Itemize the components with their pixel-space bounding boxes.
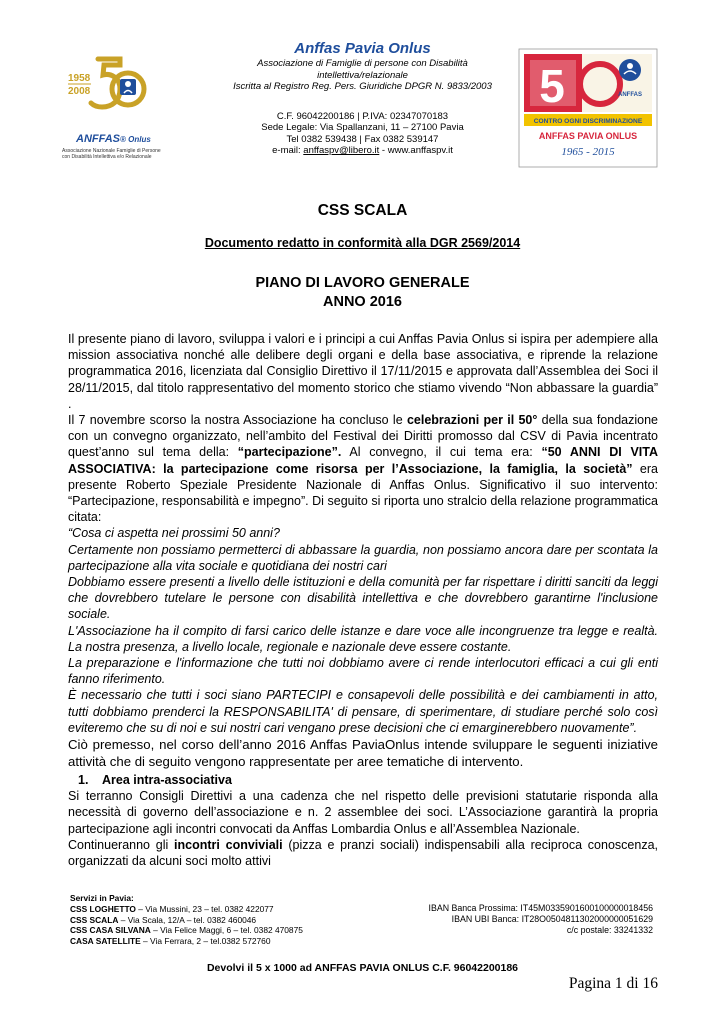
badge-org-name: ANFFAS PAVIA ONLUS: [538, 131, 638, 141]
paragraph-celebrations: Il 7 novembre scorso la nostra Associazione ha concluso le celebrazioni per il 50° della sua fondazione con un convegno organizzato, nell’ambito del Festival dei Diritti promosso dal CSV di Pavia incentrato quest’anno sul tema della: “partecipazione”. Al convegno, il cui tema era: “50 ANNI DI VITA ASSOCIATIVA: la partecipazione come risorsa per l’Associazione, la famiglia, la società” era presente Roberto Speziale Presidente Nazionale di Anffas Onlus. Significativo il suo intervento: “Partecipazione, responsabilità e impegno”. Di seguito si riporta uno stralcio della relazione programmatica citata:: [68, 413, 659, 525]
service-item: CASA SATELLITE – Via Ferrara, 2 – tel.0382 572760: [70, 936, 271, 947]
section-heading-1: [68, 772, 658, 788]
service-item: CSS LOGHETTO – Via Mussini, 23 – tel. 0382 422077: [70, 903, 274, 914]
svg-text:5: 5: [539, 60, 565, 112]
iban-ubi: IBAN UBI Banca: IT28O0504811302000000051629: [451, 914, 653, 924]
org-registry: Iscritta al Registro Reg. Pers. Giuridiche DPGR N. 9833/2003: [233, 81, 492, 92]
paragraph-councils: Si terranno Consigli Direttivi a una cadenza che nel rispetto delle previsioni statutarie risponda alla necessità di governo dell’associazione e n. 2 assemblee dei soci. L’Associazione garantirà la propria partecipazione agli incontri convocati da Anffas Lombardia Onlus e all’Assemblea Nazionale.: [68, 789, 658, 836]
quote-line-3: Dobbiamo essere presenti a livello delle istituzioni e della comunità per far rispettare i diritti sanciti da leggi che dovrebbero tutelare le persone con disabilità intellettiva e che dovrebbero garantirne l'inclusione sociale.: [68, 575, 658, 622]
letterhead: [190, 40, 535, 157]
plan-title-line-2: ANNO 2016: [323, 294, 402, 310]
anniversary-logo: [518, 48, 658, 168]
service-item: CSS CASA SILVANA – Via Felice Maggi, 6 – tel. 0382 470875: [70, 925, 303, 936]
org-tagline-1: Associazione di Famiglie di persone con Disabilità: [257, 58, 468, 69]
section-number: 1.: [78, 773, 89, 788]
badge-years: 1965 - 2015: [561, 146, 615, 158]
web-link[interactable]: - www.anffaspv.it: [379, 145, 453, 156]
logo-brand: ANFFAS: [76, 133, 120, 145]
quote-line-5: La preparazione e l'informazione che tutti noi dobbiamo avere ci rende interlocutori efficaci a cui gli enti fanno riferimento.: [68, 656, 658, 687]
postal-account: c/c postale: 33241332: [566, 925, 653, 935]
quote-line-6: È necessario che tutti i soci siano PARTECIPI e consapevoli delle possibilità e dei cambiamenti in atto, tutti dobbiamo prenderci la RESPONSABILITA' di pensare, di sperimentare, di studiare perché solo così eviteremo che su di noi e sui nostri cari vengano prese decisioni che ci emarginerebbero nuovamente”.: [68, 688, 658, 735]
services-title: Servizi in Pavia:: [70, 893, 134, 903]
cf-piva: C.F. 96042200186 | P.IVA: 02347070183: [276, 110, 449, 122]
service-item: CSS SCALA – Via Scala, 12/A – tel. 0382 460046: [70, 914, 257, 925]
anniversary-badge-icon: [518, 48, 658, 168]
logo-years-top: 1958: [68, 73, 91, 84]
tel-fax: Tel 0382 539438 | Fax 0382 539147: [286, 133, 439, 145]
logo-brand-suffix: ® Onlus: [120, 135, 151, 144]
structure-title: CSS SCALA: [317, 202, 408, 219]
logo-years-bottom: 2008: [68, 86, 91, 97]
badge-small-brand: ANFFAS: [618, 92, 642, 98]
contacts-block: [190, 111, 535, 157]
bank-details: [370, 903, 653, 936]
sede-legale: Sede Legale: Via Spallanzani, 11 – 27100 Pavia: [261, 122, 464, 133]
paragraph-intro: Il presente piano di lavoro, sviluppa i valori e i principi a cui Anffas Pavia Onlus si ispira per adempiere alla mission associativa nonché alle delibere degli organi e della base associativa, e riprende la relazione programmatica 2016, licenziata dal Consiglio Direttivo il 17/11/2015 e approvata dall’Assemblea dei Soci il 28/11/2015, dal titolo rappresentativo del momento storico che stiamo vivendo “Non abbassare la guardia” .: [68, 332, 658, 411]
five-per-mille-note: Devolvi il 5 x 1000 ad ANFFAS PAVIA ONLUS C.F. 96042200186: [206, 962, 519, 974]
quote-line-2: Certamente non possiamo permetterci di abbassare la guardia, non possiamo ancora dare per scontata la partecipazione alla vita sociale e quotidiana dei nostri cari: [68, 542, 658, 573]
services-list: [70, 893, 360, 947]
document-body: [68, 331, 658, 869]
plan-title-line-1: PIANO DI LAVORO GENERALE: [255, 275, 470, 291]
badge-banner: CONTRO OGNI DISCRIMINAZIONE: [533, 118, 643, 125]
quote-line-4: L'Associazione ha il compito di farsi carico delle istanze e dare voce alle incongruenze tra legge e realtà. La nostra presenza, a livello locale, regionale e nazionale deve essere costante.: [68, 623, 658, 654]
paragraph-premise: Ciò premesso, nel corso dell’anno 2016 Anffas PaviaOnlus intende sviluppare le seguenti iniziative attività che di seguito vengono rappresentate per aree tematiche di intervento.: [68, 737, 658, 770]
paragraph-conviviali: Continueranno gli incontri conviviali (pizza e pranzi sociali) indispensabili alla reciproca conoscenza, organizzati da alcuni soci molto attivi: [68, 837, 658, 869]
email-link[interactable]: anffaspv@libero.it: [303, 145, 380, 156]
plan-title: [0, 274, 725, 312]
logo-desc-2: con Disabilità Intellettiva e/o Relazionale: [62, 154, 152, 160]
page-number: Pagina 1 di 16: [568, 975, 658, 992]
document-subtitle: Documento redatto in conformità alla DGR 2569/2014: [204, 236, 521, 250]
org-name: Anffas Pavia Onlus: [294, 40, 431, 57]
logo-desc-1: Associazione Nazionale Famiglie di Persone: [62, 148, 161, 154]
email-web: e-mail: anffaspv@libero.it - www.anffaspv.it: [272, 145, 453, 156]
org-tagline-2: intellettiva/relazionale: [317, 69, 408, 81]
section-title: Area intra-associativa: [102, 773, 232, 788]
anffas-50-logo: [58, 53, 168, 171]
quote-line-1: “Cosa ci aspetta nei prossimi 50 anni?: [68, 526, 280, 541]
iban-prossima: IBAN Banca Prossima: IT45M0335901600100000018456: [428, 903, 653, 913]
